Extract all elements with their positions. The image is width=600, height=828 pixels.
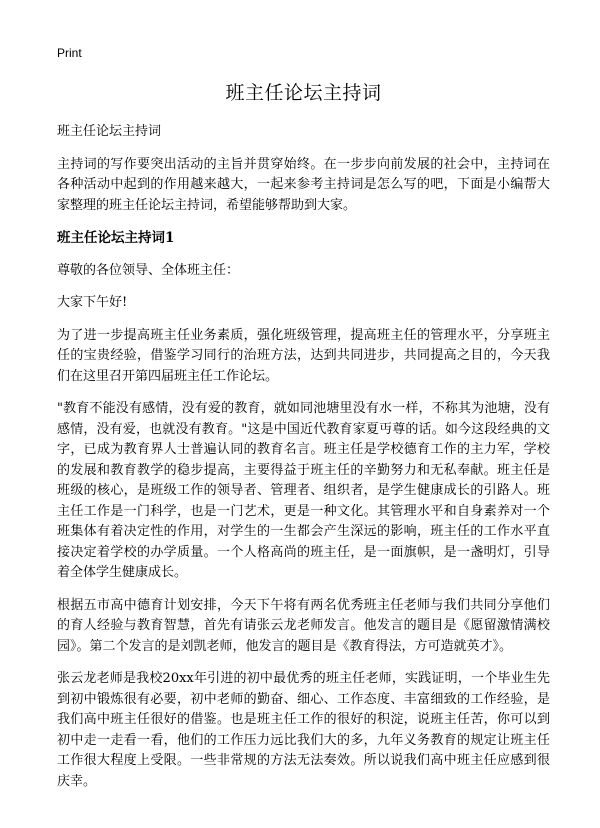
document-body [57, 122, 550, 804]
intro-paragraph: 主持词的写作要突出活动的主旨并贯穿始终。在一步步向前发展的社会中，主持词在各种活动中起到的作用越来越大，一起来参考主持词是怎么写的吧，下面是小编帮大家整理的班主任论坛主持词，希望能够帮助到大家。 [57, 156, 550, 213]
greeting-paragraph: 大家下午好! [57, 295, 128, 310]
page-title: 班主任论坛主持词 [225, 82, 382, 104]
purpose-paragraph: 为了进一步提高班主任业务素质，强化班级管理，提高班主任的管理水平，分享班主任的宝贵经验，借鉴学习同行的治班方法，达到共同进步，共同提高之目的，今天我们在这里召开第四届班主任工作论坛。 [57, 327, 550, 384]
agenda-paragraph: 根据五市高中德育计划安排，今天下午将有两名优秀班主任老师与我们共同分享他们的育人经验与教育智慧，首先有请张云龙老师发言。他发言的题目是《愿留激情满校园》。第二个发言的是刘凯老师，他发言的题目是《教育得法，方可造就英才》。 [57, 597, 550, 654]
quote-paragraph: "教育不能没有感情，没有爱的教育，就如同池塘里没有水一样，不称其为池塘，没有感情，没有爱，也就没有教育。"这是中国近代教育家夏丏尊的话。如今这段经典的文字，已成为教育界人士普遍认同的教育名言。班主任是学校德育工作的主力军，学校的发展和教育教学的稳步提高，主要得益于班主任的辛勤努力和无私奉献。班主任是班级的核心，是班级工作的领导者、管理者、组织者，是学生健康成长的引路人。班主任工作是一门科学，也是一门艺术，更是一种文化。其管理水平和自身素养对一个班集体有着决定性的作用，对学生的一生都会产生深远的影响，班主任的工作水平直接决定着学校的办学质量。一个人格高尚的班主任，是一面旗帜，是一盏明灯，引导着全体学生健康成长。 [57, 401, 550, 580]
subtitle-paragraph: 班主任论坛主持词 [57, 124, 162, 139]
section-heading: 班主任论坛主持词1 [57, 230, 175, 246]
print-link[interactable]: Print [57, 46, 82, 60]
speaker-intro-paragraph: 张云龙老师是我校20xx年引进的初中最优秀的班主任老师，实践证明，一个毕业生先到初中锻炼很有必要，初中老师的勤奋、细心、工作态度、丰富细致的工作经验，是我们高中班主任很好的借鉴。也是班主任工作的很好的积淀，说班主任苦，你可以到初中走一走看一看，他们的工作压力远比我们大的多，九年义务教育的规定让班主任工作很大程度上受限。一些非常规的方法无法奏效。所以说我们高中班主任应感到很庆幸。 [57, 671, 550, 789]
salutation-paragraph: 尊敬的各位领导、全体班主任： [57, 262, 240, 278]
